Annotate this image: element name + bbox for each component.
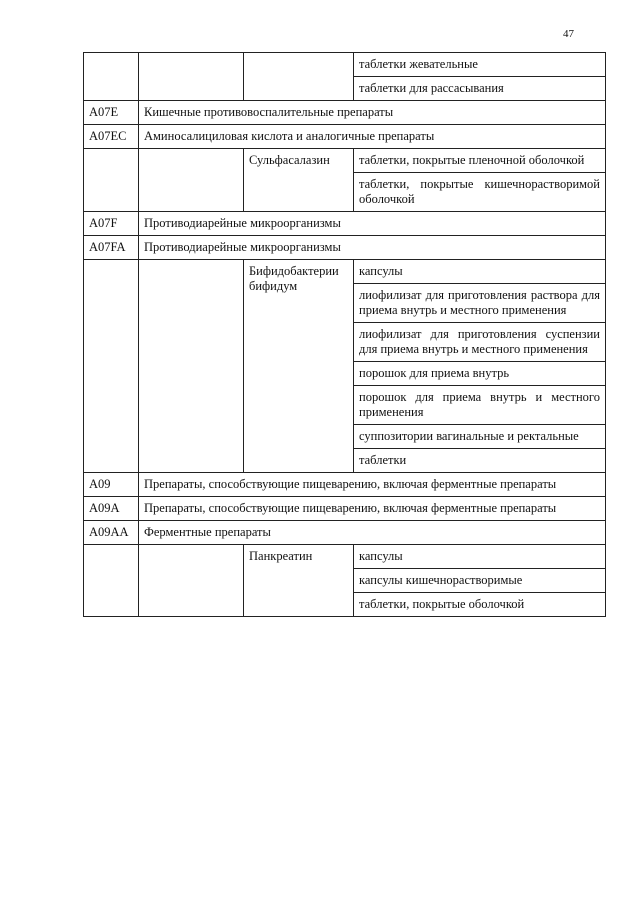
table-row — [84, 473, 606, 497]
dosage-form-cell: капсулы — [354, 260, 606, 284]
atc-code-cell: A09AA — [84, 521, 139, 545]
table-row — [84, 545, 606, 569]
dosage-form-cell: лиофилизат для приготовления раствора для приема внутрь и местного применения — [354, 284, 606, 323]
drug-name-cell: Панкреатин — [244, 545, 354, 617]
dosage-form-cell: капсулы кишечнорастворимые — [354, 569, 606, 593]
drug-classification-table — [83, 52, 606, 617]
atc-code-cell: A07F — [84, 212, 139, 236]
table-row — [84, 125, 606, 149]
atc-code-cell: A07FA — [84, 236, 139, 260]
dosage-form-cell: лиофилизат для приготовления суспензии для приема внутрь и местного применения — [354, 323, 606, 362]
dosage-form-cell: капсулы — [354, 545, 606, 569]
atc-code-cell: A09 — [84, 473, 139, 497]
drug-name-cell: Бифидобактерии бифидум — [244, 260, 354, 473]
drug-name-cell: Сульфасалазин — [244, 149, 354, 212]
dosage-form-cell: таблетки, покрытые кишечнорастворимой оболочкой — [354, 173, 606, 212]
dosage-form-cell: таблетки для рассасывания — [354, 77, 606, 101]
atc-code-cell: A09A — [84, 497, 139, 521]
table-row — [84, 53, 606, 77]
group-name-cell: Кишечные противовоспалительные препараты — [139, 101, 606, 125]
group-name-cell: Противодиарейные микроорганизмы — [139, 212, 606, 236]
group-name-cell: Аминосалициловая кислота и аналогичные препараты — [139, 125, 606, 149]
atc-code-cell: A07E — [84, 101, 139, 125]
atc-code-cell — [84, 53, 139, 101]
table-row — [84, 236, 606, 260]
anatomical-group-cell — [139, 53, 244, 101]
group-name-cell: Препараты, способствующие пищеварению, включая ферментные препараты — [139, 473, 606, 497]
anatomical-group-cell — [139, 545, 244, 617]
atc-code-cell — [84, 260, 139, 473]
table-row — [84, 260, 606, 284]
dosage-form-cell: порошок для приема внутрь — [354, 362, 606, 386]
page-number: 47 — [563, 28, 574, 40]
anatomical-group-cell — [139, 260, 244, 473]
group-name-cell: Противодиарейные микроорганизмы — [139, 236, 606, 260]
table-row — [84, 149, 606, 173]
table-row — [84, 212, 606, 236]
table-row — [84, 521, 606, 545]
atc-code-cell — [84, 545, 139, 617]
group-name-cell: Ферментные препараты — [139, 521, 606, 545]
dosage-form-cell: таблетки, покрытые пленочной оболочкой — [354, 149, 606, 173]
dosage-form-cell: таблетки — [354, 449, 606, 473]
atc-code-cell: A07EC — [84, 125, 139, 149]
group-name-cell: Препараты, способствующие пищеварению, включая ферментные препараты — [139, 497, 606, 521]
dosage-form-cell: порошок для приема внутрь и местного применения — [354, 386, 606, 425]
table-row — [84, 101, 606, 125]
anatomical-group-cell — [139, 149, 244, 212]
dosage-form-cell: таблетки жевательные — [354, 53, 606, 77]
dosage-form-cell: таблетки, покрытые оболочкой — [354, 593, 606, 617]
drug-name-cell — [244, 53, 354, 101]
table-row — [84, 497, 606, 521]
dosage-form-cell: суппозитории вагинальные и ректальные — [354, 425, 606, 449]
atc-code-cell — [84, 149, 139, 212]
